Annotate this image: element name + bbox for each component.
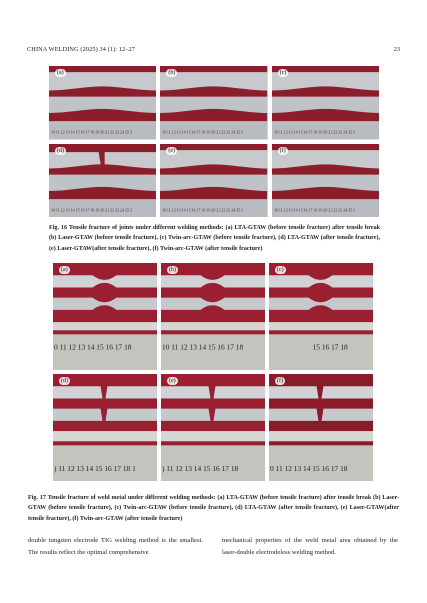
fig16-panel-f [272, 144, 379, 218]
caption-text: Tensile fracture of weld metal under different welding methods: (a) LTA-GTAW (before tensile fracture) after tensile break (b) Laser-GTAW (before tensile fracture), (c) Twin-arc-GTAW (before tensile fracture), (d) LTA-GTAW (after tensile fracture), (e) Laser-GTAW(after tensile fracture), (f) Twin-arc-GTAW (after tensile fracture) [28, 495, 399, 522]
figure-17-image-grid [53, 263, 373, 481]
panel-label: (b) [169, 267, 176, 273]
ruler-scale: 10 11 12 13 14 15 16 17 18 [161, 342, 244, 352]
panel-label: (c) [277, 267, 284, 273]
panel-label: (c) [279, 70, 287, 76]
weld-metal-specimen-photo [53, 263, 157, 370]
joint-specimen-photo [272, 66, 379, 140]
ruler-scale: 10 11 12 13 14 15 16 17 18 19 20 21 22 23 24 25 2 [273, 206, 355, 212]
joint-specimen-photo [160, 66, 267, 140]
ruler-scale: 10 11 12 13 14 15 16 17 18 19 20 21 22 23 24 25 2 [50, 129, 133, 135]
joint-specimen-photo [49, 66, 156, 140]
panel-label: (b) [168, 70, 176, 76]
caption-label: Fig. 16 [49, 225, 67, 231]
journal-citation: CHINA WELDING (2025) 34 (1): 12–27 [27, 46, 136, 53]
ruler-scale: 10 11 12 13 14 15 16 17 18 19 20 21 22 23 24 25 2 [50, 206, 133, 212]
figure-16-image-grid [49, 66, 379, 217]
weld-metal-specimen-photo [161, 374, 265, 481]
page-number: 23 [393, 46, 400, 53]
fig17-panel-a [53, 263, 157, 370]
panel-label: (d) [57, 147, 64, 154]
ruler-scale: 10 11 12 13 14 15 16 17 18 19 20 21 22 23 24 25 2 [162, 206, 244, 212]
body-text-left-column: double tungsten electrode TIG welding method is the smallest. The results reflect the optimal comprehensive [28, 537, 203, 556]
fig16-panel-e [160, 144, 267, 218]
weld-metal-specimen-photo [161, 263, 265, 370]
caption-label: Fig. 17 [28, 495, 46, 501]
panel-label: (a) [61, 267, 68, 273]
fig16-panel-d [49, 144, 156, 218]
joint-specimen-photo [272, 144, 379, 218]
ruler-scale: 10 11 12 13 14 15 16 17 18 19 20 21 22 23 24 25 2 [273, 129, 355, 135]
panel-label: (f) [277, 378, 283, 384]
figure-17-caption [28, 493, 399, 524]
fig17-panel-f [269, 374, 373, 481]
ruler-scale: 0 11 12 13 14 15 16 17 18 [269, 463, 348, 473]
ruler-scale: 10 11 12 13 14 15 16 17 18 19 20 21 22 23 24 25 2 [162, 129, 244, 135]
fig16-panel-a [49, 66, 156, 140]
fig17-panel-c [269, 263, 373, 370]
fig16-panel-c [272, 66, 379, 140]
fig17-panel-e [161, 374, 265, 481]
running-header [27, 46, 400, 56]
fig17-panel-d [53, 374, 157, 481]
ruler-scale: 15 16 17 18 [312, 342, 348, 352]
fig17-panel-b [161, 263, 265, 370]
panel-label: (f) [279, 147, 286, 154]
ruler-scale: ) 11 12 13 14 15 16 17 18 [161, 463, 239, 473]
panel-label: (a) [57, 70, 64, 76]
fig16-panel-b [160, 66, 267, 140]
caption-text: Tensile fracture of joints under different welding methods: (a) LTA-GTAW (before tensile fracture) after tensile break (b) Laser-GTAW (before tensile fracture), (c) Twin-arc-GTAW (before tensile fracture), (d) LTA-GTAW (after tensile fracture), (e) Laser-GTAW(after tensile fracture), (f) Twin-arc-GTAW (after tensile fracture) [49, 225, 380, 252]
weld-metal-specimen-photo [53, 374, 157, 481]
joint-specimen-photo [160, 144, 267, 218]
ruler-scale: ) 11 12 13 14 15 16 17 18 1 [53, 463, 136, 473]
panel-label: (e) [169, 378, 176, 384]
panel-label: (e) [168, 147, 175, 154]
weld-metal-specimen-photo [269, 374, 373, 481]
figure-16-caption [49, 223, 380, 254]
panel-label: (d) [61, 378, 68, 384]
ruler-scale: 0 11 12 13 14 15 16 17 18 [53, 342, 132, 352]
weld-metal-specimen-photo [269, 263, 373, 370]
joint-specimen-photo [49, 144, 156, 218]
body-text-right-column: mechanical properties of the weld metal area obtained by the laser-double electrodeless welding method. [222, 537, 398, 556]
